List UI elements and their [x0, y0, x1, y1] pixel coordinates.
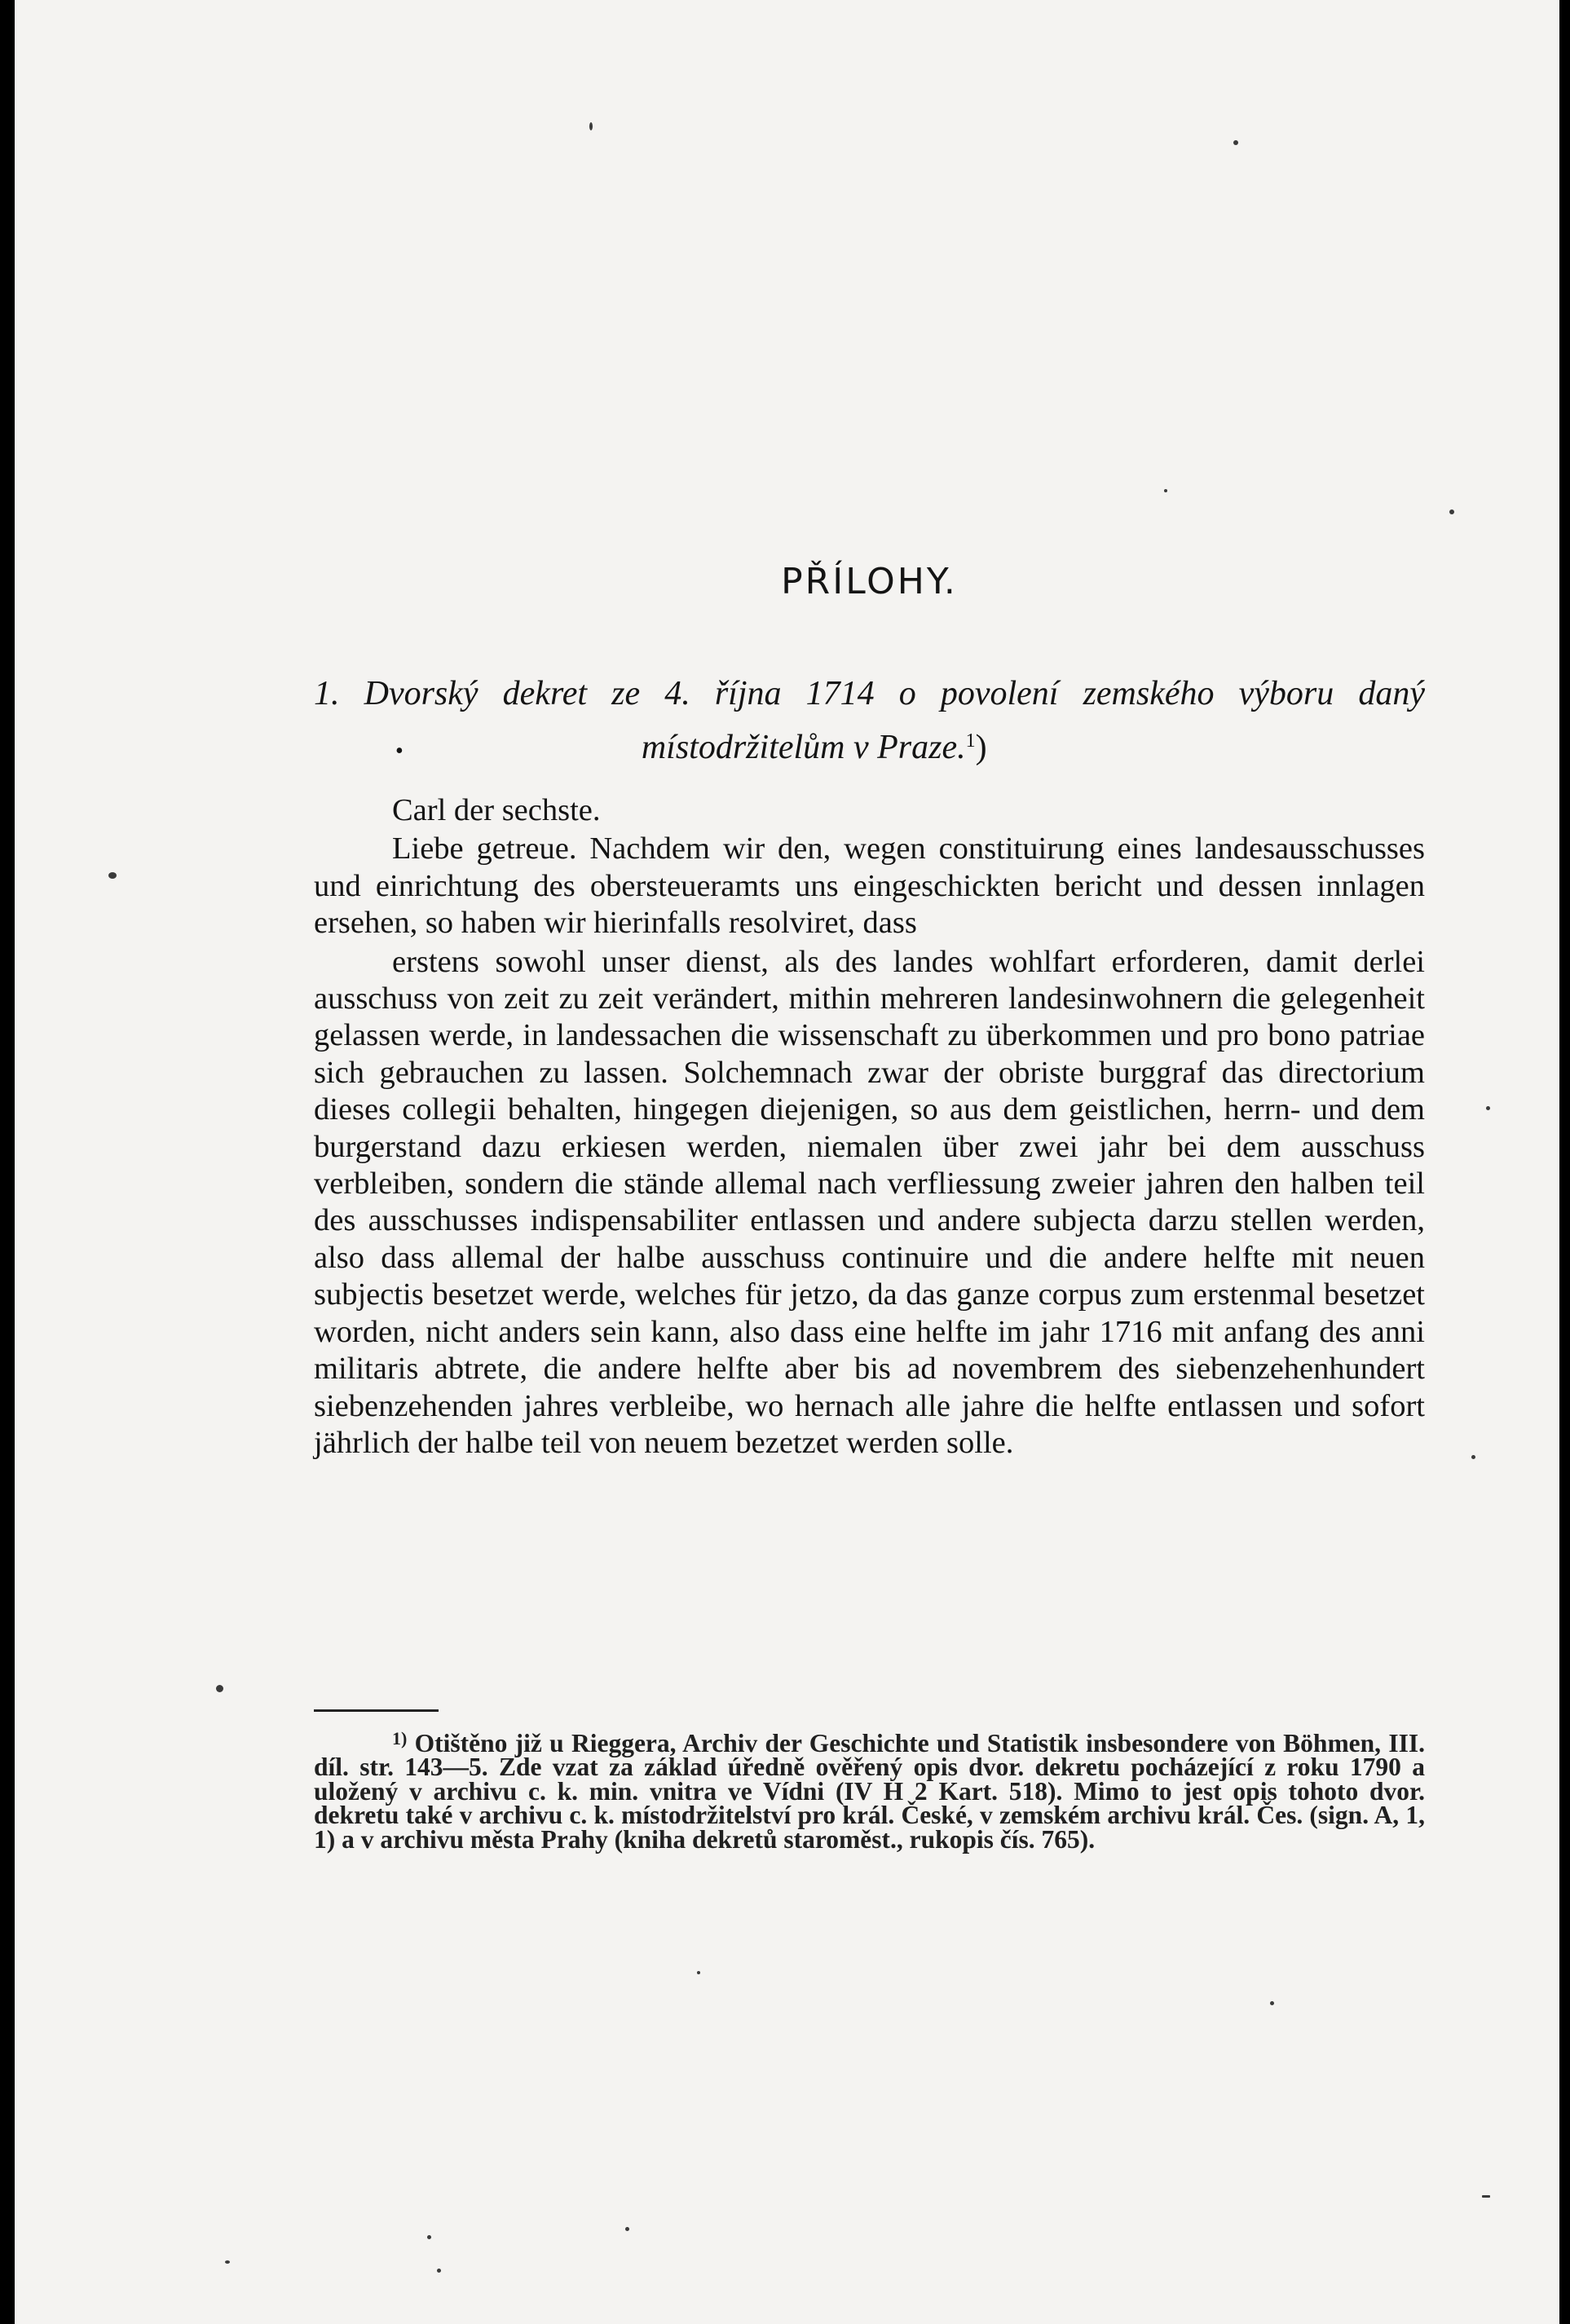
paragraph: erstens sowohl unser dienst, als des landes wohlfart erforderen, damit derlei ausschuss von zeit zu zeit verändert, mithin mehreren landesinwohnern die gelegenheit gelassen werde, in landessachen die wissenschaft zu überkommen und pro bono patriae sich gebrauchen zu lassen. Solchemnach zwar der obriste burggraf das directorium dieses collegii behalten, hingegen diejenigen, so aus dem geistlichen, herrn- und dem burgerstand dazu erkiesen werden, niemalen über zwei jahr bei dem ausschuss verbleiben, sondern die stände allemal nach verfliessung zweier jahren den halben teil des ausschusses indispensabiliter entlassen und andere subjecta darzu stellen werden, also dass allemal der halbe ausschuss continuire und die andere helfte mit neuen subjectis besetzet werde, welches für jetzo, da das ganze corpus zum erstenmal besetzet worden, nicht anders sein kann, also dass eine helfte im jahr 1716 mit anfang des anni militaris abtrete, die andere helfte aber bis ad novembrem des siebenzehenhundert siebenzehenden jahres verbleibe, wo hernach alle jahre die helfte entlassen und sofort jährlich der halbe teil von neuem bezetzet werden solle.	[314, 944, 1425, 1460]
heading-bullet: •	[395, 739, 404, 764]
paper-sheet	[15, 0, 1559, 2324]
scan-speck	[625, 2227, 629, 2231]
scan-speck	[437, 2269, 441, 2273]
scan-speck	[1471, 1455, 1475, 1459]
scan-speck	[225, 2260, 230, 2264]
scan-speck	[1486, 1106, 1490, 1110]
document-heading	[314, 670, 1425, 775]
scan-speck	[108, 872, 117, 879]
heading-line-2	[314, 717, 1425, 775]
footnote	[314, 1726, 1425, 1854]
scan-speck	[1482, 2195, 1490, 2198]
heading-text-line-1: Dvorský dekret ze 4. října 1714 o povolení zemského výboru daný	[364, 675, 1425, 712]
scan-speck	[1164, 489, 1167, 492]
salutation: Carl der sechste.	[392, 793, 601, 827]
heading-line-1	[314, 670, 1425, 717]
heading-close-paren: )	[975, 729, 987, 766]
scan-speck	[1449, 509, 1454, 514]
footnote-mark: 1)	[392, 1728, 408, 1749]
scan-speck	[1270, 2001, 1274, 2005]
heading-number: 1.	[314, 675, 340, 712]
footnote-divider	[314, 1709, 439, 1712]
letter-body	[314, 792, 1425, 1462]
scan-speck	[697, 1971, 700, 1974]
scan-speck	[1233, 140, 1238, 145]
scan-speck	[589, 122, 593, 130]
scan-speck	[216, 1685, 223, 1692]
scan-speck	[427, 2235, 431, 2239]
footnote-text: Otištěno již u Rieggera, Archiv der Geschichte und Statistik insbesondere von Böhmen, III. díl. str. 143—5. Zde vzat za základ úředně ověřený opis dvor. dekretu pocházející z roku 1790 a uložený v archivu c. k. min. vnitra ve Vídni (IV H 2 Kart. 518). Mimo to jest opis tohoto dvor. dekretu také v archivu c. k. místodržitelství pro král. České, v zemském archivu král. Čes. (sign. A, 1, 1) a v archivu města Prahy (kniha dekretů staroměst., rukopis čís. 765).	[314, 1729, 1425, 1854]
paragraph: Liebe getreue. Nachdem wir den, wegen constituirung eines landesausschusses und einrichtung des obersteueramts uns eingeschickten bericht und dessen innlagen ersehen, so haben wir hierinfalls resolviret, dass	[314, 831, 1425, 941]
page-title: PŘÍLOHY.	[781, 561, 958, 602]
footnote-reference: 1	[965, 730, 976, 752]
heading-text-line-2: místodržitelům v Praze.	[641, 729, 966, 766]
